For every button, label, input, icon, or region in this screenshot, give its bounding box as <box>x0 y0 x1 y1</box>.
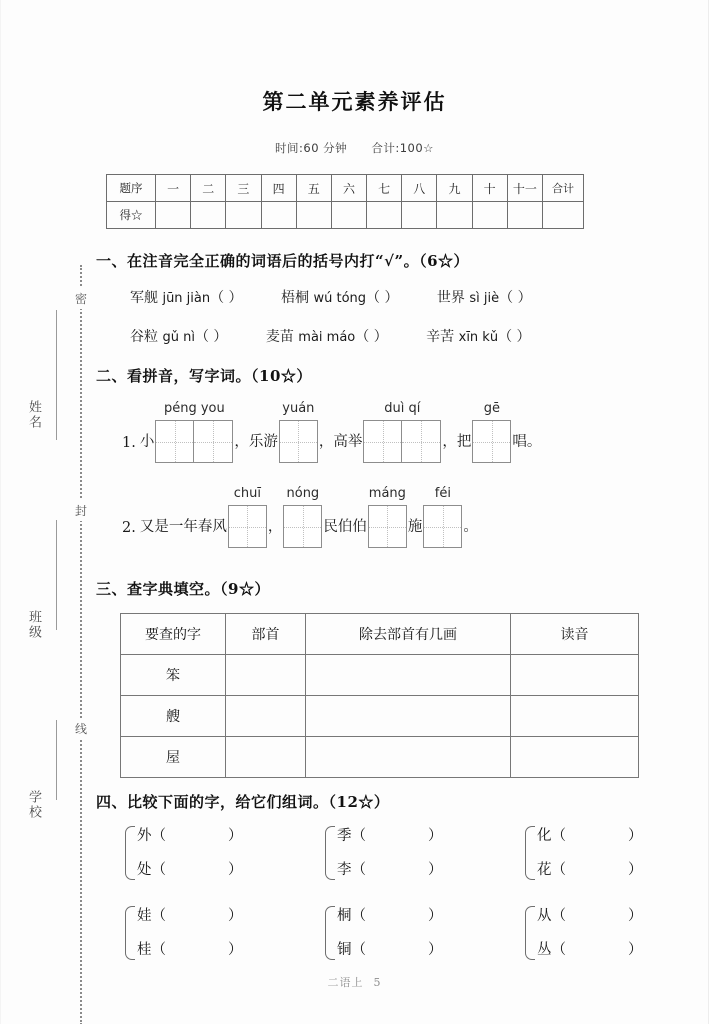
q1-item-3-pinyin: sì jiè <box>469 291 500 306</box>
writing-boxes[interactable] <box>283 505 322 548</box>
margin-label-school: 学校 <box>26 790 41 820</box>
q2-l2-text-1: 又是一年春风 <box>139 519 227 535</box>
q2-l1-pinyin-1: péng you <box>163 401 225 416</box>
compare-close-bottom: ） <box>228 941 243 958</box>
q1-item-4-text: 谷粒 <box>130 329 158 345</box>
q1-item-5-text: 麦苗 <box>265 329 294 345</box>
compare-group-2 <box>325 826 443 880</box>
writing-boxes[interactable] <box>472 420 511 463</box>
score-cell-4[interactable] <box>261 202 296 229</box>
compare-item-top[interactable] <box>337 906 443 927</box>
brace-icon <box>125 906 135 960</box>
q1-item-2[interactable] <box>281 287 398 307</box>
compare-close-top: ） <box>228 908 243 924</box>
compare-group-5 <box>325 906 443 960</box>
seal-char-xian: 线 <box>72 718 90 739</box>
compare-close-top: ） <box>628 828 643 844</box>
dict-cell-strokes-2[interactable] <box>306 696 511 737</box>
score-col-9: 九 <box>437 175 472 202</box>
q2-l2-text-3: 民伯伯 <box>323 519 367 535</box>
q1-item-4-bracket[interactable]: （ ） <box>194 329 228 345</box>
q1-item-6-pinyin: xīn kǔ <box>458 330 499 345</box>
q2-l2-pinyin-2: nóng <box>286 486 320 501</box>
score-col-8: 八 <box>402 175 437 202</box>
q1-item-5-bracket[interactable]: （ ） <box>355 329 388 345</box>
score-col-total: 合计 <box>543 175 584 202</box>
brace-icon <box>525 906 535 960</box>
q2-l2-text-4: 施 <box>407 519 423 535</box>
compare-close-bottom: ） <box>228 861 243 878</box>
q2-l2-grid-2[interactable] <box>283 486 322 548</box>
compare-rows <box>537 826 643 880</box>
q2-l1-text-3: ，高举 <box>318 434 363 450</box>
q2-l1-pinyin-3: duì qí <box>384 401 421 416</box>
q1-item-1-text: 军舰 <box>130 290 158 306</box>
score-table-row-label: 题序 <box>107 175 156 202</box>
q2-l2-number: 2. <box>122 520 136 536</box>
question-2-line-1 <box>122 401 542 463</box>
compare-char-top: 季（ <box>337 828 366 844</box>
score-col-10: 十 <box>472 175 507 202</box>
compare-char-bottom: 丛（ <box>537 941 566 958</box>
compare-group-1 <box>125 826 243 880</box>
compare-group-4 <box>125 906 243 960</box>
exam-meta <box>0 140 709 156</box>
compare-item-bottom[interactable] <box>537 860 643 881</box>
question-1-heading: 一、在注音完全正确的词语后的括号内打“√”。（6☆） <box>96 252 470 270</box>
compare-close-bottom: ） <box>428 941 443 958</box>
q2-l1-text-1: 小 <box>139 434 155 450</box>
q2-l2-pinyin-1: chuī <box>233 486 261 501</box>
score-col-2: 二 <box>191 175 226 202</box>
q1-item-6-bracket[interactable]: （ ） <box>498 329 531 345</box>
score-table <box>106 174 584 229</box>
question-1-row-1 <box>130 287 566 307</box>
compare-close-bottom: ） <box>628 861 643 878</box>
compare-item-top[interactable] <box>537 906 643 927</box>
compare-group-6 <box>525 906 643 960</box>
question-1-row-2 <box>130 326 565 346</box>
q2-l2-grid-4[interactable] <box>423 486 462 548</box>
margin-rule-class <box>56 520 57 630</box>
compare-item-bottom[interactable] <box>337 860 443 881</box>
q2-l1-text-5: 唱。 <box>512 434 542 450</box>
q2-l2-text-5: 。 <box>463 519 478 535</box>
compare-rows <box>137 826 243 880</box>
writing-boxes[interactable] <box>423 505 462 548</box>
q2-l1-text-4: ，把 <box>442 434 472 450</box>
dict-cell-pinyin-2[interactable] <box>511 696 639 737</box>
score-col-3: 三 <box>226 175 261 202</box>
table-row <box>121 696 639 737</box>
exam-total: 合计:100☆ <box>371 141 434 155</box>
margin-label-name: 姓名 <box>26 400 41 430</box>
q2-l1-number: 1. <box>122 435 136 451</box>
score-cell-8[interactable] <box>402 202 437 229</box>
dictionary-table <box>120 613 639 778</box>
compare-char-top: 桐（ <box>337 908 366 924</box>
brace-icon <box>525 826 535 880</box>
dict-header-radical: 部首 <box>226 614 306 655</box>
compare-rows <box>137 906 243 960</box>
brace-icon <box>325 906 335 960</box>
writing-boxes[interactable] <box>368 505 407 548</box>
seal-char-feng: 封 <box>72 500 90 521</box>
compare-char-bottom: 桂（ <box>137 941 166 958</box>
score-cell-11[interactable] <box>507 202 542 229</box>
compare-char-top: 从（ <box>537 908 566 924</box>
writing-box[interactable] <box>363 420 402 463</box>
margin-label-class: 班级 <box>26 610 41 640</box>
dict-header-char: 要查的字 <box>121 614 226 655</box>
table-row <box>121 737 639 778</box>
writing-box[interactable] <box>472 420 511 463</box>
compare-char-top: 外（ <box>137 828 166 844</box>
writing-boxes[interactable] <box>228 505 267 548</box>
writing-boxes[interactable] <box>155 420 233 463</box>
dict-cell-pinyin-1[interactable] <box>511 655 639 696</box>
q1-item-3-bracket[interactable]: （ ） <box>499 290 532 306</box>
score-cell-9[interactable] <box>437 202 472 229</box>
score-cell-7[interactable] <box>367 202 402 229</box>
score-cell-6[interactable] <box>331 202 366 229</box>
page-title: 第二单元素养评估 <box>262 89 447 114</box>
compare-close-top: ） <box>628 908 643 924</box>
writing-box[interactable] <box>423 505 462 548</box>
dict-header-pinyin: 读音 <box>511 614 639 655</box>
table-row-scores <box>107 202 584 229</box>
margin-rule-school <box>56 720 57 800</box>
dict-cell-strokes-1[interactable] <box>306 655 511 696</box>
compare-item-bottom[interactable] <box>337 940 443 961</box>
compare-item-bottom[interactable] <box>137 860 243 881</box>
q1-item-2-text: 梧桐 <box>281 290 310 306</box>
compare-item-top[interactable] <box>537 826 643 847</box>
q2-l1-pinyin-4: gē <box>483 401 500 416</box>
score-table-row-label-points: 得☆ <box>107 202 156 229</box>
q1-item-1-bracket[interactable]: （ ） <box>210 290 243 306</box>
question-3-heading: 三、查字典填空。（9☆） <box>96 580 270 598</box>
q2-l1-grid-2[interactable] <box>279 401 318 463</box>
q2-l1-grid-3[interactable] <box>363 401 441 463</box>
footer-page-number: 5 <box>373 976 382 989</box>
q2-l2-text-2: ， <box>267 519 283 535</box>
compare-close-bottom: ） <box>628 941 643 958</box>
brace-icon <box>325 826 335 880</box>
score-cell-2[interactable] <box>191 202 226 229</box>
compare-close-bottom: ） <box>428 861 443 878</box>
dict-cell-char-3: 屋 <box>121 737 226 778</box>
writing-boxes[interactable] <box>279 420 318 463</box>
q2-l1-grid-4[interactable] <box>472 401 511 463</box>
compare-item-top[interactable] <box>137 826 243 847</box>
score-col-11: 十一 <box>507 175 542 202</box>
compare-rows <box>337 906 443 960</box>
q1-item-4[interactable] <box>130 326 227 346</box>
dict-cell-char-1: 笨 <box>121 655 226 696</box>
score-col-6: 六 <box>331 175 366 202</box>
writing-box[interactable] <box>279 420 318 463</box>
score-col-4: 四 <box>261 175 296 202</box>
footer-book-label: 二语上 <box>327 976 364 989</box>
score-cell-10[interactable] <box>472 202 507 229</box>
compare-group-3 <box>525 826 643 880</box>
compare-char-bottom: 处（ <box>137 861 166 878</box>
q1-item-3[interactable] <box>437 287 532 307</box>
writing-box[interactable] <box>228 505 267 548</box>
compare-char-bottom: 铜（ <box>337 941 366 958</box>
writing-box[interactable] <box>402 420 441 463</box>
writing-box[interactable] <box>194 420 233 463</box>
score-cell-1[interactable] <box>156 202 191 229</box>
q1-item-2-pinyin: wú tóng <box>313 291 367 306</box>
dict-header-strokes: 除去部首有几画 <box>306 614 511 655</box>
q1-item-6[interactable] <box>426 326 530 346</box>
compare-close-top: ） <box>428 908 443 924</box>
question-2-line-2 <box>122 486 478 548</box>
score-col-1: 一 <box>156 175 191 202</box>
table-row-header <box>121 614 639 655</box>
compare-close-top: ） <box>228 828 243 844</box>
q1-item-5[interactable] <box>266 326 388 346</box>
compare-char-bottom: 花（ <box>537 861 566 878</box>
q2-l2-grid-3[interactable] <box>368 486 407 548</box>
writing-box[interactable] <box>155 420 194 463</box>
q2-l2-grid-1[interactable] <box>228 486 267 548</box>
page-footer <box>0 974 709 990</box>
seal-dotted-line <box>80 265 84 1024</box>
compare-item-bottom[interactable] <box>137 940 243 961</box>
compare-rows <box>537 906 643 960</box>
q2-l1-text-2: ，乐游 <box>234 434 278 450</box>
q2-l1-pinyin-2: yuán <box>282 401 315 416</box>
q1-item-2-bracket[interactable]: （ ） <box>366 290 399 306</box>
seal-char-mi: 密 <box>72 288 90 309</box>
q1-item-6-text: 辛苦 <box>426 329 455 345</box>
dict-cell-radical-2[interactable] <box>226 696 306 737</box>
score-cell-5[interactable] <box>296 202 331 229</box>
table-row <box>121 655 639 696</box>
table-row-question-numbers <box>107 175 584 202</box>
score-cell-total[interactable] <box>543 202 584 229</box>
brace-icon <box>125 826 135 880</box>
compare-rows <box>337 826 443 880</box>
question-4-heading: 四、比较下面的字，给它们组词。（12☆） <box>96 793 390 811</box>
q1-item-1-pinyin: jūn jiàn <box>162 291 211 306</box>
score-col-7: 七 <box>367 175 402 202</box>
dict-cell-strokes-3[interactable] <box>306 737 511 778</box>
writing-box[interactable] <box>368 505 407 548</box>
q1-item-3-text: 世界 <box>436 290 465 306</box>
q2-l1-grid-1[interactable] <box>155 401 233 463</box>
compare-item-bottom[interactable] <box>537 940 643 961</box>
score-col-5: 五 <box>296 175 331 202</box>
compare-item-top[interactable] <box>137 906 243 927</box>
exam-time: 时间:60 分钟 <box>275 141 348 155</box>
dict-cell-char-2: 艘 <box>121 696 226 737</box>
writing-boxes[interactable] <box>363 420 441 463</box>
q2-l2-pinyin-3: máng <box>368 486 406 501</box>
dict-cell-pinyin-3[interactable] <box>511 737 639 778</box>
writing-box[interactable] <box>283 505 322 548</box>
dict-cell-radical-3[interactable] <box>226 737 306 778</box>
compare-char-top: 化（ <box>537 828 566 844</box>
compare-close-top: ） <box>428 828 443 844</box>
question-2-heading: 二、看拼音，写字词。（10☆） <box>96 367 312 385</box>
q1-item-1[interactable] <box>130 287 243 307</box>
score-cell-3[interactable] <box>226 202 261 229</box>
compare-char-top: 娃（ <box>137 908 166 924</box>
margin-rule-name <box>56 310 57 440</box>
compare-char-bottom: 李（ <box>337 861 366 878</box>
q1-item-4-pinyin: gǔ nì <box>162 330 195 345</box>
q2-l2-pinyin-4: féi <box>434 486 451 501</box>
dict-cell-radical-1[interactable] <box>226 655 306 696</box>
compare-item-top[interactable] <box>337 826 443 847</box>
q1-item-5-pinyin: mài máo <box>298 330 356 345</box>
